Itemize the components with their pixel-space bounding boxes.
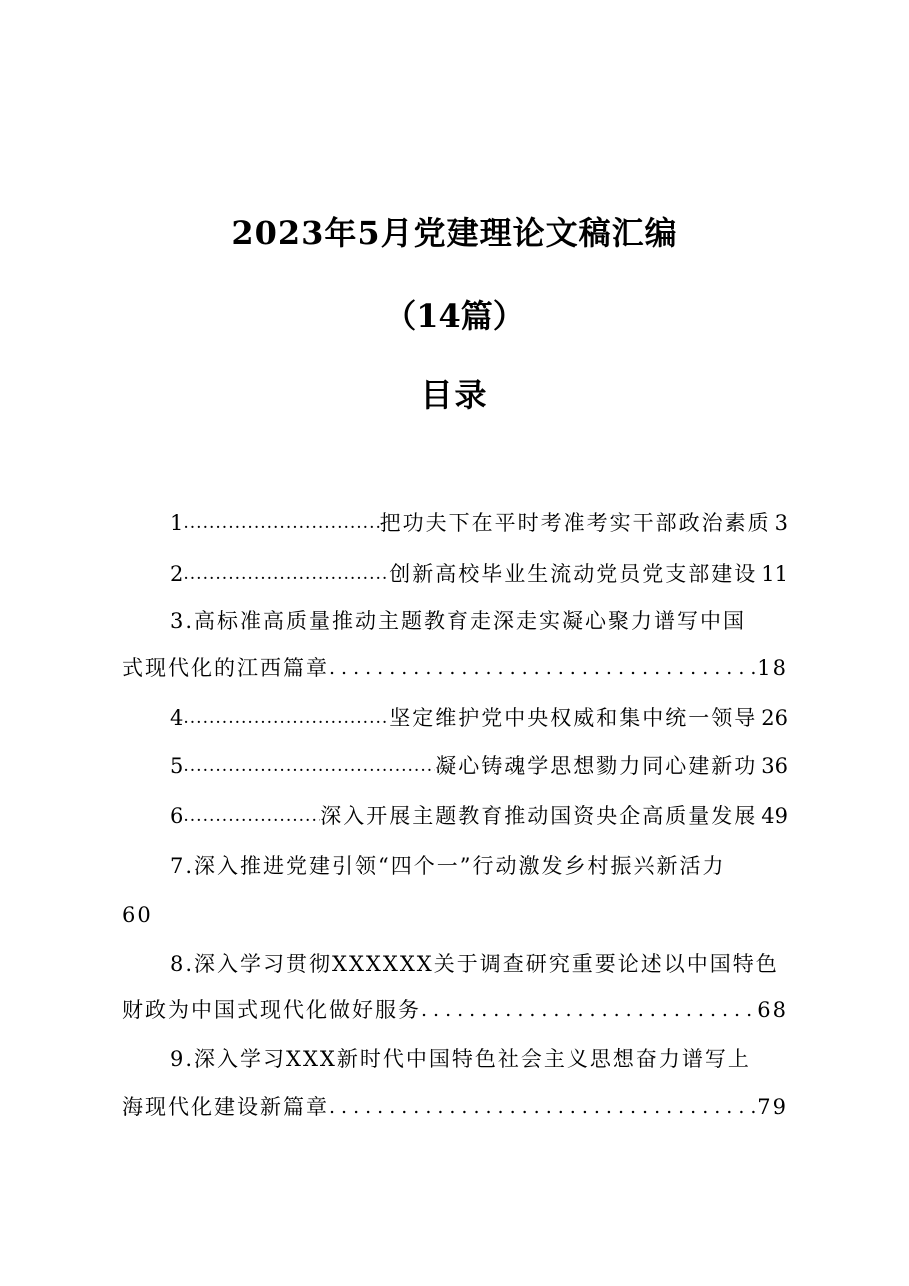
dot-leader	[329, 645, 757, 691]
toc-entry-title: 把功夫下在平时考准考实干部政治素质	[379, 511, 771, 535]
dot-leader	[421, 987, 757, 1033]
toc-entry-page: 3	[774, 511, 788, 535]
document-subtitle: （14篇）	[384, 297, 525, 335]
toc-entry-page: 11	[761, 562, 788, 586]
toc-heading: 目录	[420, 376, 489, 414]
document-title: 2023年5月党建理论文稿汇编	[231, 214, 678, 252]
toc-entry-number: 6	[170, 804, 184, 828]
toc-entry-number: 2	[170, 562, 184, 586]
toc-entry-title-line2: 式现代化的江西篇章	[122, 656, 329, 680]
toc-entry-title: 凝心铸魂学思想勠力同心建新功	[435, 754, 758, 778]
toc-entry-number: 4	[170, 706, 184, 730]
dot-leader	[183, 695, 389, 741]
toc-entry-page: 49	[761, 804, 788, 828]
dot-leader	[183, 743, 435, 789]
toc-entry-title: 坚定维护党中央权威和集中统一领导	[389, 706, 758, 730]
toc-entry-title-line2-row	[122, 1084, 788, 1130]
dot-leader	[183, 551, 389, 597]
dot-leader	[329, 1084, 757, 1130]
toc-entry-title-line2-row	[122, 645, 788, 691]
toc-entry-title: 创新高校毕业生流动党员党支部建设	[389, 562, 758, 586]
toc-entry-title: 深入开展主题教育推动国资央企高质量发展	[320, 804, 758, 828]
toc-entry-number: 1	[170, 511, 184, 535]
toc-entry-page: 79	[757, 1095, 788, 1119]
toc-entry-title-line2: 海现代化建设新篇章	[122, 1095, 329, 1119]
toc-entry-page: 26	[761, 706, 788, 730]
toc-entry-page: 68	[757, 998, 788, 1022]
toc-entry-2[interactable]	[122, 551, 788, 597]
toc-entry-title-line2: 财政为中国式现代化做好服务	[122, 998, 421, 1022]
toc-entry-title-line1: 7.深入推进党建引领“四个一”行动激发乡村振兴新活力	[170, 854, 726, 878]
dot-leader	[183, 793, 320, 839]
toc-entry-number: 5	[170, 754, 184, 778]
toc-entry-1[interactable]	[122, 500, 788, 546]
toc-entry-title-line1: 8.深入学习贯彻XXXXXX关于调查研究重要论述以中国特色	[170, 952, 779, 976]
toc-entry-title-line2-row	[122, 987, 788, 1033]
toc-entry-6[interactable]	[122, 793, 788, 839]
dot-leader	[183, 500, 379, 546]
toc-entry-title-line1: 9.深入学习XXX新时代中国特色社会主义思想奋力谱写上	[170, 1047, 751, 1071]
toc-entry-4[interactable]	[122, 695, 788, 741]
toc-entry-page: 18	[757, 656, 788, 680]
toc-entry-page: 60	[122, 903, 153, 927]
toc-entry-page: 36	[761, 754, 788, 778]
toc-entry-title-line1: 3.高标准高质量推动主题教育走深走实凝心聚力谱写中国	[170, 609, 747, 633]
toc-entry-5[interactable]	[122, 743, 788, 789]
